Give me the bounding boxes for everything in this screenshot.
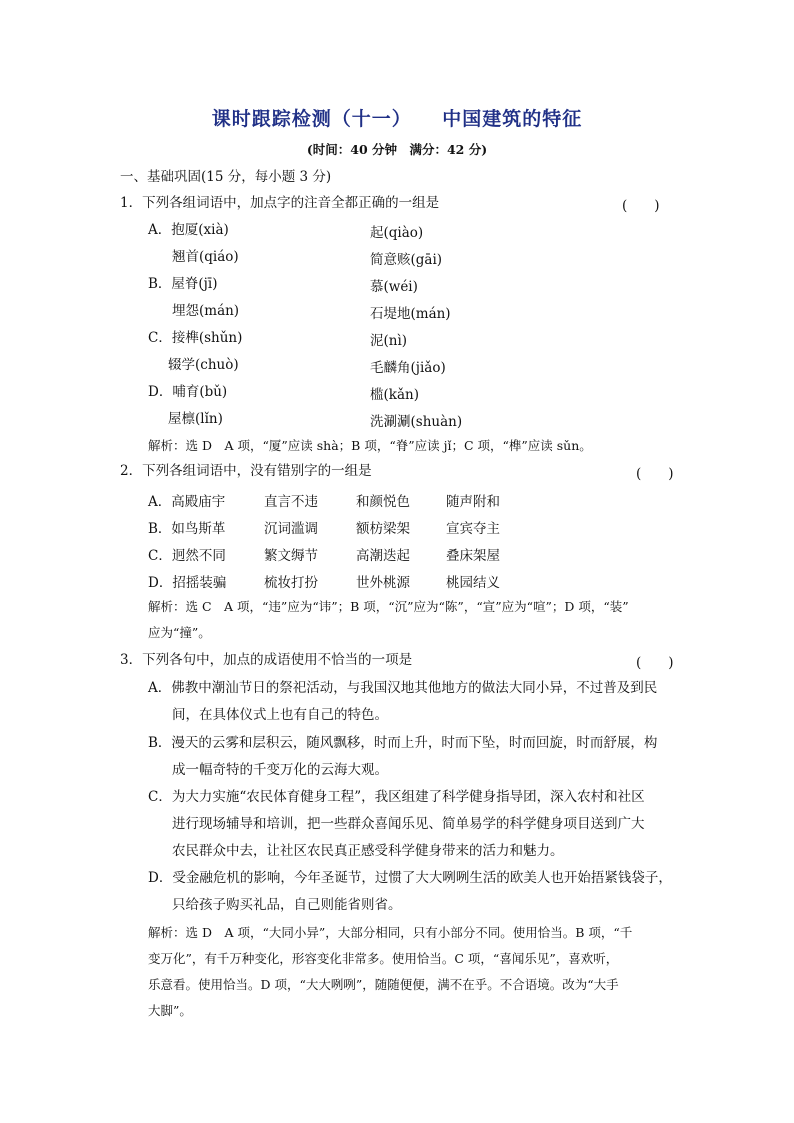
q1-analysis: 解析：选 D A 项，“厦”应读 shà；B 项，“脊”应读 jǐ；C 项，“榫”应读 sǔn。 [148, 438, 592, 453]
q1-option-c-1: C．接榫(shǔn) [148, 330, 243, 346]
section-heading: 一、基础巩固(15 分，每小题 3 分) [120, 169, 332, 185]
q2-analysis-line2: 应为“撞”。 [148, 625, 211, 640]
q2-option-a-4: 随声附和 [446, 494, 500, 510]
q2-option-b-2: 沉词滥调 [264, 521, 318, 537]
q2-option-b-4: 宣宾夺主 [446, 521, 500, 537]
q1-option-a-4: 简意赅(gāi) [370, 252, 443, 268]
q1-option-c-4: 毛麟角(jiǎo) [370, 360, 446, 376]
q1-option-a-2: 起(qiào) [370, 225, 424, 241]
q2-option-d-2: 梳妆打扮 [264, 575, 318, 591]
q1-option-c-2: 泥(nì) [370, 333, 408, 349]
q3-option-c-line1: C．为大力实施“农民体育健身工程”，我区组建了科学健身指导团，深入农村和社区 [148, 789, 645, 805]
q2-analysis-line1: 解析：选 C A 项，“违”应为“讳”；B 项，“沉”应为“陈”，“宣”应为“喧”；D 项，“装” [148, 599, 629, 614]
q2-option-c-2: 繁文缛节 [264, 548, 318, 564]
q1-answer-paren: ( ) [622, 198, 660, 214]
q2-option-c-3: 高潮迭起 [356, 548, 410, 564]
q2-option-a-1: A．高殿庙宇 [148, 494, 226, 510]
q3-option-b-line2: 成一幅奇特的千变万化的云海大观。 [172, 762, 388, 778]
q2-option-d-4: 桃园结义 [446, 575, 500, 591]
q2-option-d-1: D．招摇装骗 [148, 575, 227, 591]
q1-option-b-4: 石堤地(mán) [370, 306, 451, 322]
q1-option-d-3: 屋檩(lǐn) [168, 411, 223, 427]
q2-option-a-3: 和颜悦色 [356, 494, 410, 510]
q2-option-d-3: 世外桃源 [356, 575, 410, 591]
q3-analysis-line1: 解析：选 D A 项，“大同小异”，大部分相同，只有小部分不同。使用恰当。B 项，“千 [148, 925, 633, 940]
q2-option-b-3: 额枋梁架 [356, 521, 410, 537]
q2-answer-paren: ( ) [636, 466, 674, 482]
q1-option-a-1: A．抱厦(xià) [148, 222, 229, 238]
q3-option-c-line3: 农民群众中去，让社区农民真正感受科学健身带来的活力和魅力。 [172, 843, 564, 859]
q1-option-b-2: 慕(wéi) [370, 279, 418, 295]
q1-option-b-1: B．屋脊(jī) [148, 276, 218, 292]
q3-option-a-line1: A．佛教中潮汕节日的祭祀活动，与我国汉地其他地方的做法大同小异，不过普及到民 [148, 680, 658, 696]
page-title: 课时跟踪检测（十一） 中国建筑的特征 [211, 108, 583, 130]
q3-option-d-line2: 只给孩子购买礼品，自己则能省则省。 [172, 897, 402, 913]
q3-answer-paren: ( ) [636, 655, 674, 671]
q3-option-c-line2: 进行现场辅导和培训，把一些群众喜闻乐见、简单易学的科学健身项目送到广大 [172, 816, 645, 832]
q2-option-a-2: 直言不违 [264, 494, 318, 510]
q1-stem: 1．下列各组词语中，加点字的注音全都正确的一组是 [120, 195, 440, 211]
q2-option-b-1: B．如鸟斯革 [148, 521, 226, 537]
time-score-subtitle: (时间：40 分钟 满分：42 分) [306, 142, 488, 157]
q3-option-a-line2: 间，在具体仪式上也有自己的特色。 [172, 707, 388, 723]
q3-analysis-line4: 大脚”。 [148, 1003, 192, 1018]
q1-option-d-1: D．哺育(bǔ) [148, 384, 228, 400]
q2-stem: 2．下列各组词语中，没有错别字的一组是 [120, 463, 372, 479]
q1-option-d-2: 槛(kǎn) [370, 387, 419, 403]
q2-option-c-4: 叠床架屋 [446, 548, 500, 564]
q1-option-b-3: 埋怨(mán) [172, 303, 240, 319]
q1-option-c-3: 辍学(chuò) [168, 357, 239, 373]
q3-stem: 3．下列各句中，加点的成语使用不恰当的一项是 [120, 652, 413, 668]
q3-analysis-line2: 变万化”，有千万种变化，形容变化非常多。使用恰当。C 项，“喜闻乐见”，喜欢听， [148, 951, 619, 966]
q1-option-d-4: 洗涮涮(shuàn) [370, 414, 463, 430]
q3-analysis-line3: 乐意看。使用恰当。D 项，“大大咧咧”，随随便便，满不在乎。不合语境。改为“大手 [148, 977, 619, 992]
q3-option-b-line1: B．漫天的云雾和层积云，随风飘移，时而上升，时而下坠，时而回旋，时而舒展，构 [148, 735, 658, 751]
q2-option-c-1: C．迥然不同 [148, 548, 226, 564]
q3-option-d-line1: D．受金融危机的影响，今年圣诞节，过惯了大大咧咧生活的欧美人也开始捂紧钱袋子， [148, 870, 672, 886]
q1-option-a-3: 翘首(qiáo) [172, 249, 239, 265]
